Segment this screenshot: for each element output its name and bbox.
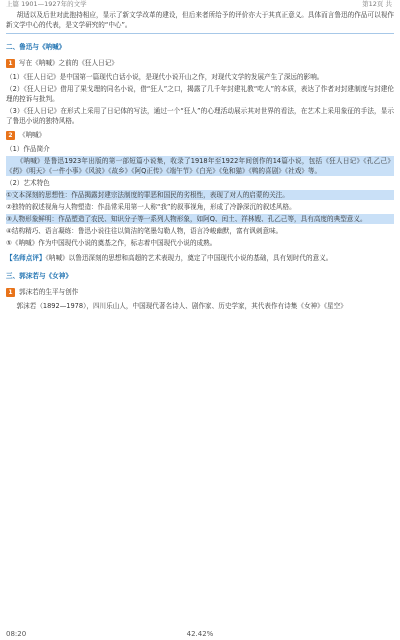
divider (6, 33, 394, 34)
reading-progress: 42.42% (186, 630, 214, 638)
intro-paragraph: 胡适以及后世对此抱持相应，显示了新文学改革的建设，但后来者所给予的评价亦大于其真正意义。具体而言鲁迅的作品可以视作新文学中心的代表，是文学研究的“中心”。 (6, 11, 394, 29)
number-badge: 1 (6, 59, 15, 68)
subsection-3-1 (6, 287, 394, 297)
highlighted-paragraph[interactable]: 《呐喊》是鲁迅1923年出版的第一部短篇小说集，收录了1918年至1922年间创作的14篇小说，包括《狂人日记》《孔乙己》《药》《明天》《一件小事》《风波》《故乡》《阿Q正传》《端午节》《白光》《兔和猫》《鸭的喜剧》《社戏》等。 (6, 157, 394, 175)
paragraph: ④结构精巧、语言凝练：鲁迅小说往往以简洁的笔墨勾勒人物，语言冷峻幽默，富有讽刺意味。 (6, 227, 283, 235)
paragraph: （2）艺术特色 (6, 179, 50, 187)
clock: 08:20 (6, 630, 27, 638)
paragraph: ⑤《呐喊》作为中国现代小说的奠基之作，标志着中国现代小说的成熟。 (6, 239, 217, 247)
reader-footer (0, 628, 400, 640)
paragraph: 郭沫若（1892—1978），四川乐山人，中国现代著名诗人、剧作家、历史学家，其代表作有诗集《女神》《星空》 (16, 302, 347, 310)
number-badge: 2 (6, 131, 15, 140)
document-body (6, 10, 394, 313)
paragraph: ②独特的叙述视角与人物塑造：作品常采用第一人称“我”的叙事视角，形成了冷静深沉的叙述风格。 (6, 203, 296, 211)
subsection-title: 《呐喊》 (19, 131, 46, 139)
subsection-title: 写在《呐喊》之前的《狂人日记》 (19, 59, 118, 67)
paragraph: （3）《狂人日记》在形式上采用了日记体的写法，通过一个“狂人”的心理活动展示其对世界的看法，在艺术上采用象征的手法，显示了鲁迅小说的独特风格。 (6, 107, 394, 125)
paragraph: （1）作品简介 (6, 145, 50, 153)
section-title-3: 三、郭沫若与《女神》 (6, 272, 72, 280)
subsection-1-1 (6, 58, 394, 68)
highlighted-paragraph[interactable]: ①文本深刻的思想性：作品揭露封建宗法制度的罪恶和国民的劣根性，表现了对人的启蒙的关注。 (6, 190, 394, 200)
paragraph: （2）《狂人日记》借用了果戈理的同名小说，借“狂人”之口，揭露了几千年封建礼教“吃人”的本质，表达了作者对封建制度与封建伦理的控诉与批判。 (6, 85, 394, 103)
highlighted-paragraph[interactable]: ③人物形象鲜明：作品塑造了农民、知识分子等一系列人物形象，如阿Q、闰土、祥林嫂、孔乙己等，具有高度的典型意义。 (6, 214, 394, 224)
paragraph: （1）《狂人日记》是中国第一篇现代白话小说，是现代小说开山之作，对现代文学的发展产生了深远的影响。 (6, 73, 324, 81)
chapter-title: 上篇 1901—1927年的文学 (6, 0, 87, 8)
teacher-note (6, 253, 394, 263)
subsection-title: 郭沫若的生平与创作 (19, 288, 79, 296)
reader-header (0, 0, 400, 9)
note-text: 《呐喊》以鲁迅深刻的思想和高超的艺术表现力，奠定了中国现代小说的基础，具有划时代的意义。 (45, 254, 333, 262)
number-badge: 1 (6, 288, 15, 297)
section-title-1: 二、鲁迅与《呐喊》 (6, 43, 66, 51)
subsection-1-2 (6, 130, 394, 140)
page-indicator: 第12页 共 (362, 0, 392, 8)
note-tag: 【名师点评】 (6, 254, 46, 262)
